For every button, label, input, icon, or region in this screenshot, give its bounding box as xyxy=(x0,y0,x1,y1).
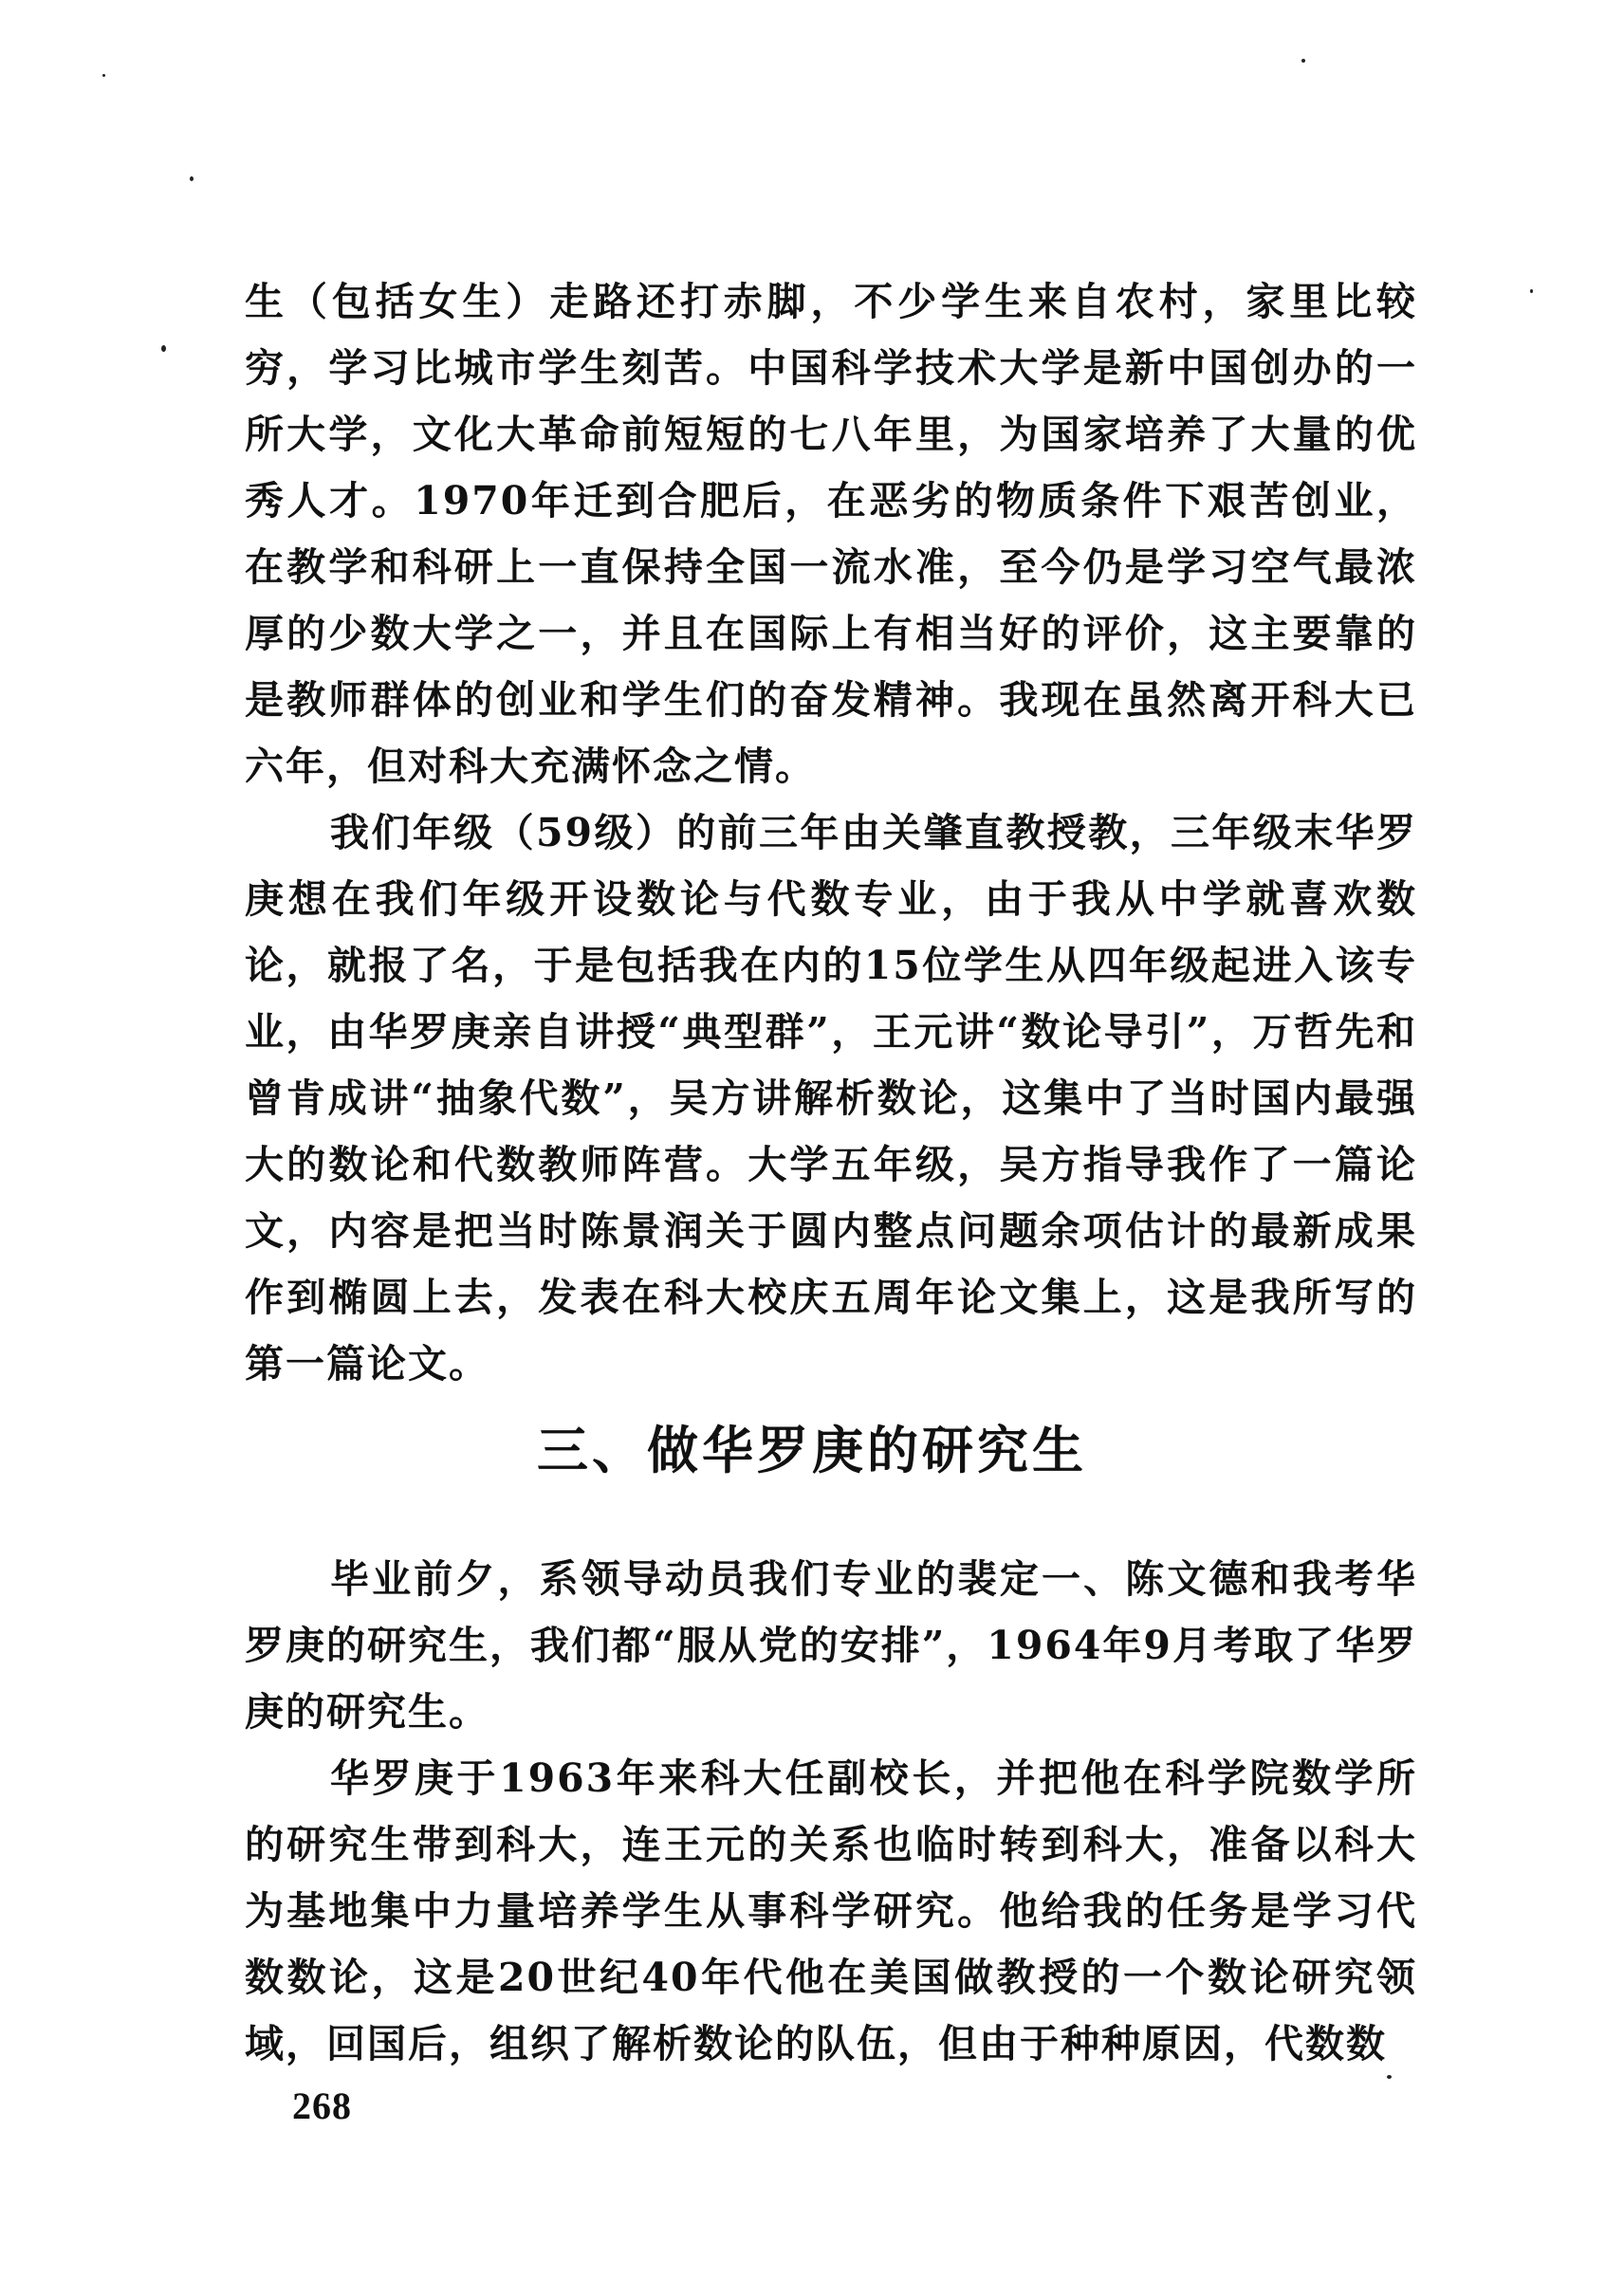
paragraph: 华罗庚于1963年来科大任副校长，并把他在科学院数学所的研究生带到科大，连王元的关系也临时转到科大，准备以科大为基地集中力量培养学生从事科学研究。他给我的任务是学习代数数论，这是20世纪40年代他在美国做教授的一个数论研究领域，回国后，组织了解析数论的队伍，但由于种种原因，代数数 xyxy=(245,1755,1417,2066)
page-number: 268 xyxy=(292,2085,352,2127)
body-text-bottom xyxy=(245,1546,1417,2077)
scan-speck xyxy=(1530,289,1533,293)
scan-speck xyxy=(161,345,166,352)
scan-speck xyxy=(102,74,105,77)
paragraph: 毕业前夕，系领导动员我们专业的裴定一、陈文德和我考华罗庚的研究生，我们都“服从党的安排”，1964年9月考取了华罗庚的研究生。 xyxy=(245,1556,1417,1735)
body-text-top xyxy=(245,268,1417,1397)
paragraph-continued: 生（包括女生）走路还打赤脚，不少学生来自农村，家里比较穷，学习比城市学生刻苦。中国科学技术大学是新中国创办的一所大学，文化大革命前短短的七八年里，为国家培养了大量的优秀人才。1970年迁到合肥后，在恶劣的物质条件下艰苦创业，在教学和科研上一直保持全国一流水准，至今仍是学习空气最浓厚的少数大学之一，并且在国际上有相当好的评价，这主要靠的是教师群体的创业和学生们的奋发精神。我现在虽然离开科大已六年，但对科大充满怀念之情。 xyxy=(245,279,1417,789)
section-heading: 三、做华罗庚的研究生 xyxy=(537,1421,1087,1480)
scan-speck xyxy=(1301,59,1305,63)
scan-speck xyxy=(190,176,194,181)
paragraph: 我们年级（59级）的前三年由关肇直教授教，三年级末华罗庚想在我们年级开设数论与代数专业，由于我从中学就喜欢数论，就报了名，于是包括我在内的15位学生从四年级起进入该专业，由华罗庚亲自讲授“典型群”，王元讲“数论导引”，万哲先和曾肯成讲“抽象代数”，吴方讲解析数论，这集中了当时国内最强大的数论和代数教师阵营。大学五年级，吴方指导我作了一篇论文，内容是把当时陈景润关于圆内整点问题余项估计的最新成果作到椭圆上去，发表在科大校庆五周年论文集上，这是我所写的第一篇论文。 xyxy=(245,810,1417,1387)
